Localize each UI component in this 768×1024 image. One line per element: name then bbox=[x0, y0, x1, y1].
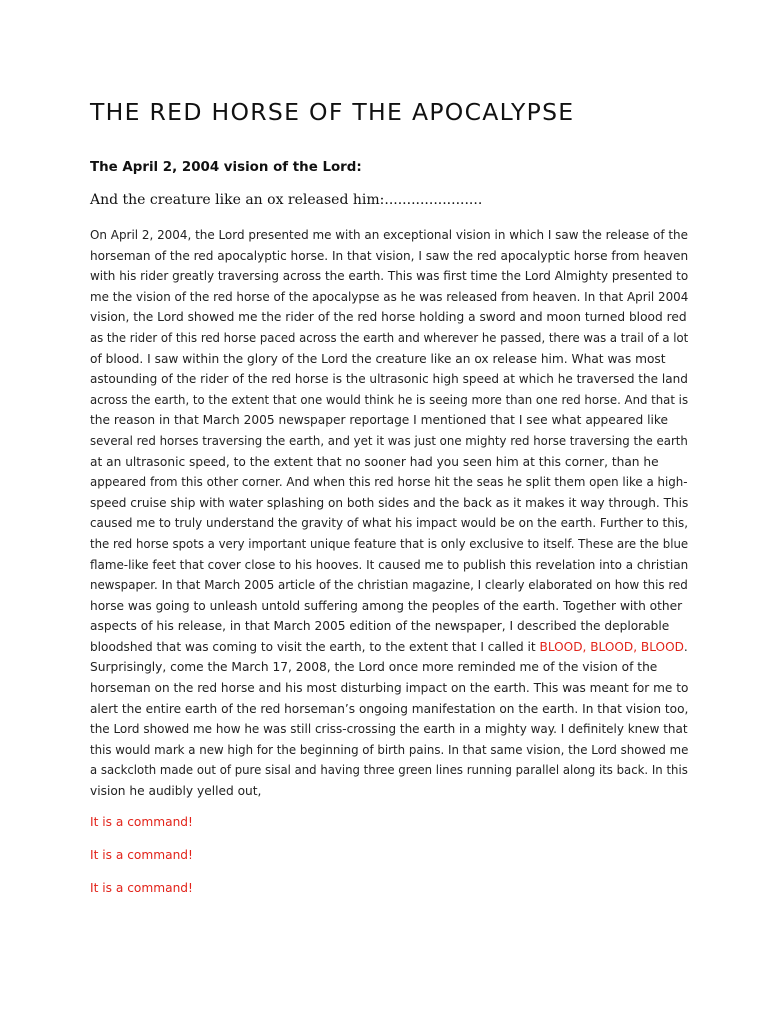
body-line: speed cruise ship with water splashing on both sides and the back as it makes it way through. This bbox=[90, 495, 689, 510]
blood-line bbox=[90, 637, 688, 658]
command-line-1: It is a command! bbox=[90, 815, 193, 829]
body-line: On April 2, 2004, the Lord presented me with an exceptional vision in which I saw the release of the bbox=[90, 228, 688, 242]
blood-line-prefix: bloodshed that was coming to visit the earth, to the extent that I called it bbox=[90, 639, 540, 654]
body-line: the red horse spots a very important unique feature that is only exclusive to itself. These are the blue bbox=[90, 536, 689, 551]
body-line: of blood. I saw within the glory of the Lord the creature like an ox release him. What was most bbox=[90, 351, 666, 366]
body-line: horseman on the red horse and his most disturbing impact on the earth. This was meant for me to bbox=[90, 681, 689, 696]
blood-line-suffix: . bbox=[683, 639, 688, 654]
body-line: several red horses traversing the earth, and yet it was just one mighty red horse traversing the earth bbox=[90, 433, 688, 448]
body-line: with his rider greatly traversing across the earth. This was first time the Lord Almighty presented to bbox=[90, 269, 689, 284]
body-line: alert the entire earth of the red horseman’s ongoing manifestation on the earth. In that vision too, bbox=[90, 701, 689, 716]
body-line: vision he audibly yelled out, bbox=[90, 784, 262, 799]
body-line: vision, the Lord showed me the rider of the red horse holding a sword and moon turned blood red bbox=[90, 310, 687, 325]
body-line: at an ultrasonic speed, to the extent that no sooner had you seen him at this corner, than he bbox=[90, 454, 659, 469]
body-paragraph bbox=[90, 225, 688, 802]
command-line-2: It is a command! bbox=[90, 848, 193, 862]
vision-date-heading: The April 2, 2004 vision of the Lord: bbox=[90, 160, 362, 175]
body-line: as the rider of this red horse paced across the earth and wherever he passed, there was a trail of a lot bbox=[90, 330, 689, 345]
body-line: caused me to truly understand the gravity of what his impact would be on the earth. Further to this, bbox=[90, 516, 689, 531]
body-line: the reason in that March 2005 newspaper reportage I mentioned that I see what appeared like bbox=[90, 413, 668, 428]
body-line: newspaper. In that March 2005 article of the christian magazine, I clearly elaborated on how this red bbox=[90, 578, 688, 593]
body-line: Surprisingly, come the March 17, 2008, the Lord once more reminded me of the vision of the bbox=[90, 660, 658, 675]
body-line: the Lord showed me how he was still criss-crossing the earth in a mighty way. I definitely knew that bbox=[90, 722, 688, 737]
blood-emphasis: BLOOD, BLOOD, BLOOD bbox=[539, 639, 684, 654]
body-line: appeared from this other corner. And when this red horse hit the seas he split them open like a high- bbox=[90, 475, 688, 490]
body-line: across the earth, to the extent that one would think he is seeing more than one red horse. And that is bbox=[90, 392, 689, 407]
body-line: flame-like feet that cover close to his hooves. It caused me to publish this revelation into a christian bbox=[90, 557, 689, 572]
body-line: me the vision of the red horse of the apocalypse as he was released from heaven. In that April 2004 bbox=[90, 289, 689, 304]
document-title: THE RED HORSE OF THE APOCALYPSE bbox=[90, 98, 575, 126]
body-line: horseman of the red apocalyptic horse. In that vision, I saw the red apocalyptic horse from heaven bbox=[90, 248, 689, 263]
body-line: this would mark a new high for the beginning of birth pains. In that same vision, the Lord showed me bbox=[90, 742, 689, 757]
command-line-3: It is a command! bbox=[90, 881, 193, 895]
body-line: aspects of his release, in that March 2005 edition of the newspaper, I described the deplorable bbox=[90, 619, 670, 634]
body-line: a sackcloth made out of pure sisal and having three green lines running parallel along its back. In this bbox=[90, 763, 688, 778]
ox-release-heading: And the creature like an ox released him:...................... bbox=[90, 192, 483, 208]
body-line: astounding of the rider of the red horse is the ultrasonic high speed at which he traversed the land bbox=[90, 372, 688, 387]
body-line: horse was going to unleash untold suffering among the peoples of the earth. Together with other bbox=[90, 598, 683, 613]
